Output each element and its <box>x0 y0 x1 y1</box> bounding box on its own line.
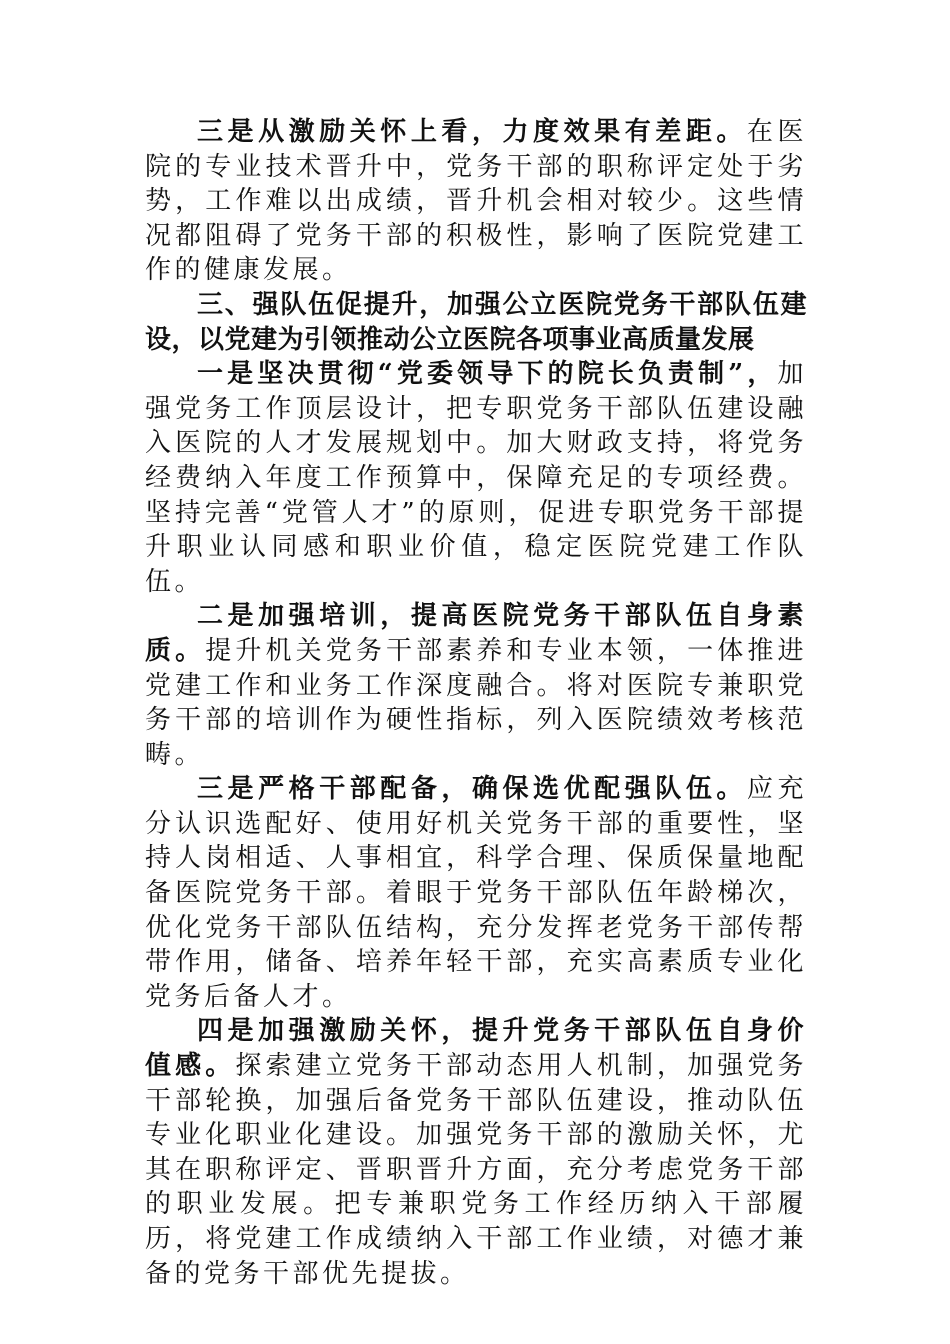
document-page <box>145 115 807 1291</box>
paragraph-lead: 一是坚决贯彻“党委领导下的院长负责制”， <box>197 359 778 390</box>
paragraph-body: 探索建立党务干部动态用人机制，加强党务干部轮换，加强后备党务干部队伍建设，推动队伍专业化职业化建设。加强党务干部的激励关怀，尤其在职称评定、晋职晋升方面，充分考虑党务干部的职业发展。把专兼职党务工作经历纳入干部履历，将党建工作成绩纳入干部工作业绩，对德才兼备的党务干部优先提拔。 <box>145 1051 807 1289</box>
paragraph-staffing <box>145 772 807 1014</box>
paragraph-training <box>145 599 807 772</box>
paragraph-body: 应充分认识选配好、使用好机关党务干部的重要性，坚持人岗相适、人事相宜，科学合理、保质保量地配备医院党务干部。着眼于党务干部队伍年龄梯次，优化党务干部队伍结构，充分发挥老党务干部传帮带作用，储备、培养年轻干部，充实高素质专业化党务后备人才。 <box>145 774 807 1012</box>
paragraph-lead: 三是从激励关怀上看，力度效果有差距。 <box>197 117 747 147</box>
paragraph-lead: 四是加强激励关怀，提升党务干部队伍自身价值感。 <box>145 1016 807 1082</box>
paragraph-incentives <box>145 1014 807 1291</box>
paragraph-body: 加强党务工作顶层设计，把专职党务干部队伍建设融入医院的人才发展规划中。加大财政支持，将党务经费纳入年度工作预算中，保障充足的专项经费。坚持完善“党管人才”的原则，促进专职党务干部提升职业认同感和职业价值，稳定医院党建工作队伍。 <box>145 359 807 597</box>
paragraph-lead: 二是加强培训，提高医院党务干部队伍自身素质。 <box>145 601 807 666</box>
paragraph-body: 提升机关党务干部素养和专业本领，一体推进党建工作和业务工作深度融合。将对医院专兼职党务干部的培训作为硬性指标，列入医院绩效考核范畴。 <box>145 635 807 770</box>
paragraph-lead: 三是严格干部配备，确保选优配强队伍。 <box>197 774 747 805</box>
paragraph-leadership-system <box>145 357 807 599</box>
paragraph-body: 在医院的专业技术晋升中，党务干部的职称评定处于劣势，工作难以出成绩，晋升机会相对较少。这些情况都阻碍了党务干部的积极性，影响了医院党建工作的健康发展。 <box>145 117 807 286</box>
section-heading: 三、强队伍促提升，加强公立医院党务干部队伍建设，以党建为引领推动公立医院各项事业高质量发展 <box>145 289 807 355</box>
paragraph-incentive-gap <box>145 115 807 288</box>
